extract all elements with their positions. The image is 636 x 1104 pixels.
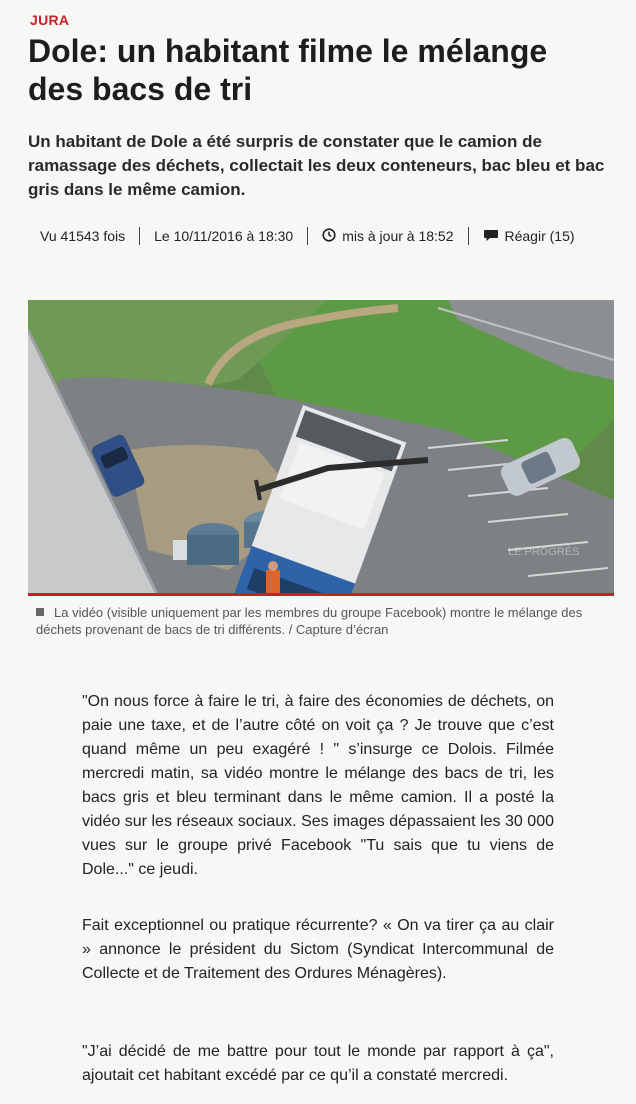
photo-illustration: [28, 300, 614, 596]
react-link[interactable]: Réagir (15): [504, 228, 575, 244]
section-tag[interactable]: JURA: [30, 12, 70, 28]
svg-text:LE PROGRÈS: LE PROGRÈS: [508, 546, 580, 558]
meta-divider: [139, 227, 140, 245]
article-photo[interactable]: [28, 300, 614, 596]
article-paragraph: Fait exceptionnel ou pratique récurrente? « On va tirer ça au clair » annonce le président du Sictom (Syndicat Intercommunal de Collecte et de Traitement des Ordures Ménagères).: [82, 917, 554, 982]
clock-icon: [322, 228, 336, 245]
view-count: Vu 41543 fois: [40, 228, 126, 244]
article-paragraph: "J’ai décidé de me battre pour tout le monde par rapport à ça", ajoutait cet habitant excédé par ce qu’il a constaté mercredi.: [82, 1043, 554, 1084]
publish-date: Le 10/11/2016 à 18:30: [154, 228, 294, 244]
photo-caption: [36, 604, 616, 638]
photo-caption-text: La vidéo (visible uniquement par les membres du groupe Facebook) montre le mélange des déchets provenant de bacs de tri différents. / Capture d’écran: [36, 605, 583, 637]
meta-divider: [307, 227, 308, 245]
comment-icon[interactable]: [483, 228, 499, 245]
caption-bullet-icon: [36, 608, 44, 616]
meta-divider: [468, 227, 469, 245]
photo-accent-rule: [28, 593, 614, 596]
article-headline: Dole: un habitant filme le mélange des bacs de tri: [28, 33, 548, 107]
article-paragraph: "On nous force à faire le tri, à faire des économies de déchets, on paie une taxe, et de l’autre côté on voit ça ? Je trouve que c’est quand même un peu exagéré ! " s’insurge ce Dolois. Filmée mercredi matin, sa vidéo montre le mélange des bacs de tri, les bacs gris et bleu terminant dans le même camion. Il a posté la vidéo sur les réseaux sociaux. Ses images dépassaient les 30 000 vues sur le groupe privé Facebook "Tu sais que tu viens de Dole..." ce jeudi.: [82, 693, 554, 878]
article-lead: Un habitant de Dole a été surpris de constater que le camion de ramassage des déchets, collectait les deux conteneurs, bac bleu et bac gris dans le même camion.: [28, 132, 605, 199]
update-time: mis à jour à 18:52: [342, 228, 454, 244]
article-meta: [40, 226, 620, 246]
